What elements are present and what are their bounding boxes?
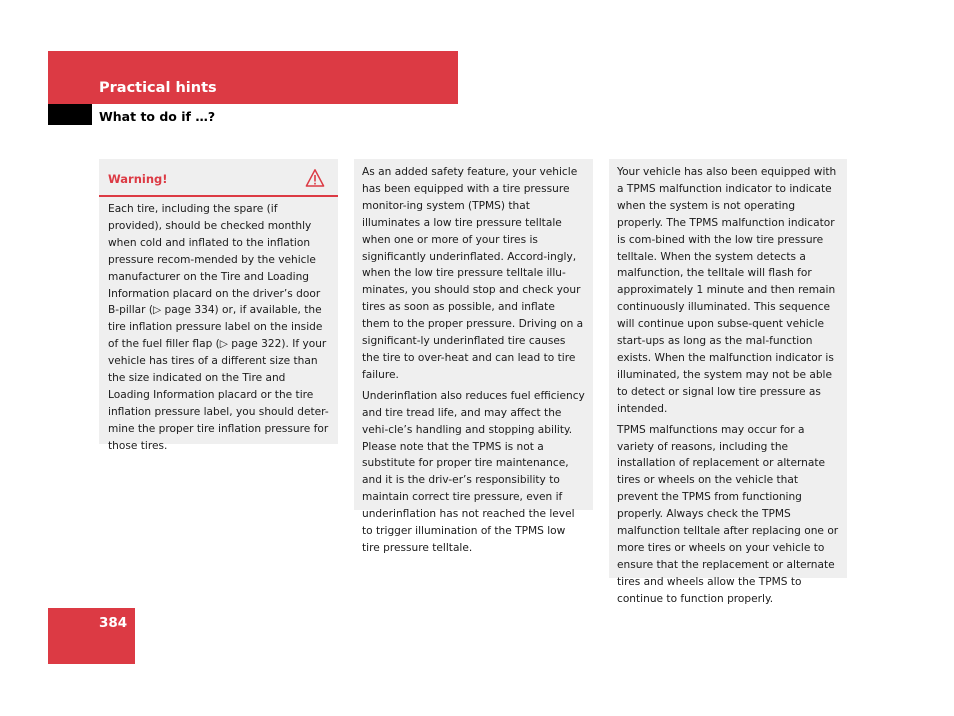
tpms-malfunction-column — [609, 159, 847, 605]
section-title: Practical hints — [99, 80, 217, 96]
tpms-info-column — [354, 159, 593, 554]
tpms-paragraph-1: As an added safety feature, your vehicle has been equipped with a tire pressure monitor-ing system (TPMS) that illuminates a low tire pressure telltale when one or more of your tires is significantly underinflated. Accord-ingly, when the low tire pressure telltale illu-minates, you should stop and check your tires as soon as possible, and inflate them to the proper pressure. Driving on a significant-ly underinflated tire causes the tire to over-heat and can lead to tire failure. — [362, 166, 584, 381]
malfunction-paragraph-2: TPMS malfunctions may occur for a variety of reasons, including the installation of replacement or alternate tires or wheels on the vehicle that prevent the TPMS from functioning properly. Always check the TPMS malfunction telltale after replacing one or more tires or wheels on your vehicle to ensure that the replacement or alternate tires and wheels allow the TPMS to continue to function properly. — [617, 423, 839, 605]
warning-box — [99, 159, 338, 452]
header-marker — [48, 104, 92, 125]
warning-triangle-icon — [305, 168, 325, 188]
warning-header — [99, 159, 338, 197]
malfunction-paragraph-1: Your vehicle has also been equipped with a TPMS malfunction indicator to indicate when the system is not operating properly. The TPMS malfunction indicator is com-bined with the low tire pressure telltale. When the system detects a malfunction, the telltale will flash for approximately 1 minute and then remain continuously illuminated. This sequence will continue upon subse-quent vehicle start-ups as long as the mal-function exists. When the malfunction indicator is illuminated, the system may not be able to detect or signal low tire pressure as intended. — [617, 166, 837, 415]
warning-label: Warning! — [108, 172, 168, 186]
subsection-title: What to do if …? — [99, 109, 216, 124]
header-band — [48, 51, 458, 104]
tpms-paragraph-2: Underinflation also reduces fuel efficiency and tire tread life, and may affect the vehi-cle’s handling and stopping ability. Please note that the TPMS is not a substitute for proper tire maintenance, and it is the driv-er’s responsibility to maintain correct tire pressure, even if underinflation has not reached the level to trigger illumination of the TPMS low tire pressure telltale. — [362, 389, 585, 554]
warning-paragraph: Each tire, including the spare (if provided), should be checked monthly when cold and inflated to the inflation pressure recom-mended by the vehicle manufacturer on the Tire and Loading Information placard on the driver’s door B-pillar (▷ page 334) or, if available, the tire inflation pressure label on the inside of the fuel filler flap (▷ page 322). If your vehicle has tires of a different size than the size indicated on the Tire and Loading Information placard or the tire inflation pressure label, you should deter-mine the proper tire inflation pressure for those tires. — [108, 203, 329, 452]
page-number: 384 — [99, 615, 128, 631]
warning-body — [99, 197, 338, 455]
